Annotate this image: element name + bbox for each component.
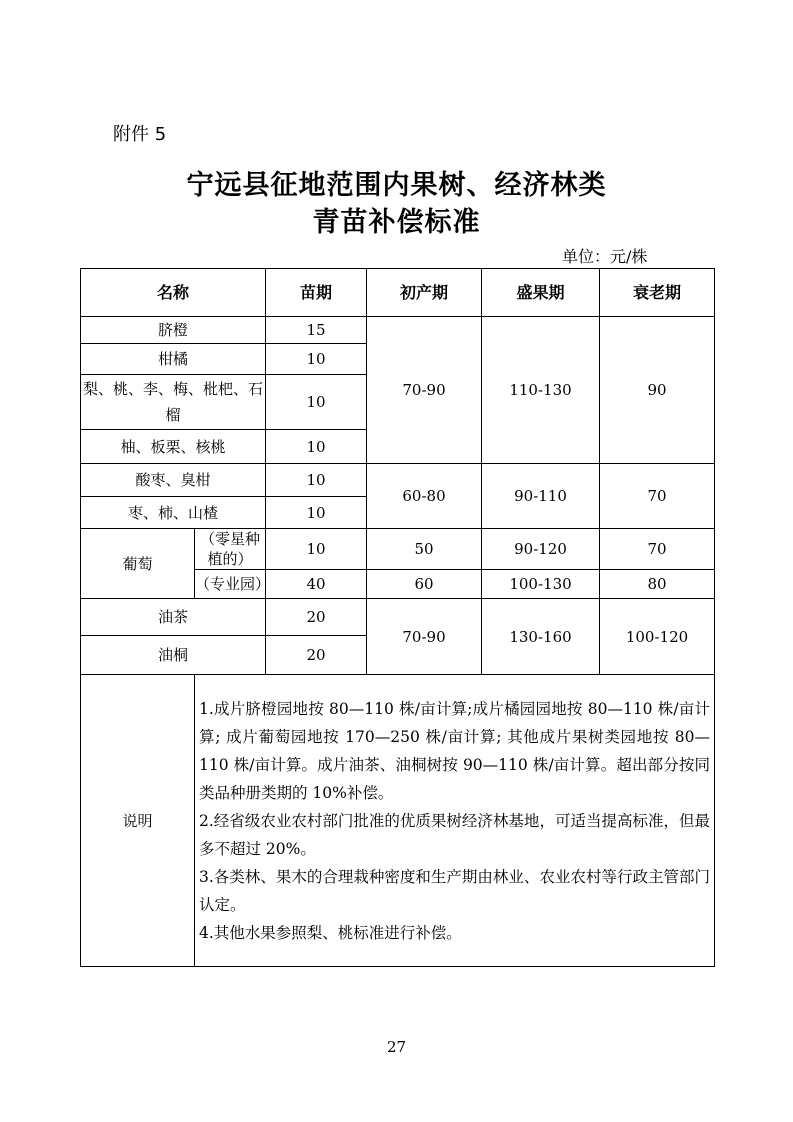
group3-peak: 130-160 — [482, 599, 600, 675]
row-name: 梨、桃、李、梅、枇杷、石榴 — [81, 375, 266, 430]
row-peak: 100-130 — [482, 570, 600, 599]
row-name: 枣、柿、山楂 — [81, 497, 266, 529]
group2-early: 60-80 — [367, 464, 482, 529]
header-early: 初产期 — [367, 269, 482, 317]
document-title-line2: 青苗补偿标准 — [312, 207, 481, 238]
table-row — [81, 529, 715, 570]
unit-label: 单位：元/株 — [562, 247, 648, 266]
row-decline: 70 — [600, 529, 715, 570]
table-row — [81, 317, 715, 344]
row-seedling: 10 — [266, 497, 367, 529]
row-name: 酸枣、臭柑 — [81, 464, 266, 497]
group3-early: 70-90 — [367, 599, 482, 675]
header-peak: 盛果期 — [482, 269, 600, 317]
group3-decline: 100-120 — [600, 599, 715, 675]
header-seedling: 苗期 — [266, 269, 367, 317]
group2-peak: 90-110 — [482, 464, 600, 529]
row-seedling: 10 — [266, 430, 367, 464]
table-row — [81, 599, 715, 636]
row-decline: 80 — [600, 570, 715, 599]
row-early: 50 — [367, 529, 482, 570]
note-item: 1.成片脐橙园地按 80—110 株/亩计算;成片橘园园地按 80—110 株/亩计算; 成片葡萄园地按 170—250 株/亩计算; 其他成片果树类园地按 80—110 株/亩计算。成片油茶、油桐树按 90—110 株/亩计算。超出部分按同类品种册类期的 10%补偿。 — [199, 699, 711, 802]
header-name: 名称 — [81, 269, 266, 317]
row-name: （零星种植的） — [195, 529, 266, 570]
group1-peak: 110-130 — [482, 317, 600, 464]
notes-content — [195, 675, 715, 967]
row-early: 60 — [367, 570, 482, 599]
row-seedling: 20 — [266, 599, 367, 636]
row-name: （专业园） — [195, 570, 266, 599]
group1-early: 70-90 — [367, 317, 482, 464]
row-seedling: 15 — [266, 317, 367, 344]
row-name: 柑橘 — [81, 344, 266, 375]
row-name: 柚、板栗、核桃 — [81, 430, 266, 464]
note-item: 3.各类林、果木的合理栽种密度和生产期由林业、农业农村等行政主管部门认定。 — [199, 867, 711, 914]
grape-group-label: 葡萄 — [81, 529, 195, 599]
header-decline: 衰老期 — [600, 269, 715, 317]
table-row — [81, 464, 715, 497]
row-seedling: 10 — [266, 344, 367, 375]
row-seedling: 20 — [266, 636, 367, 675]
notes-label: 说明 — [81, 675, 195, 967]
document-title-line1: 宁远县征地范围内果树、经济林类 — [186, 170, 607, 201]
note-item: 2.经省级农业农村部门批准的优质果树经济林基地，可适当提高标准，但最多不超过 20%。 — [199, 811, 711, 858]
row-seedling: 40 — [266, 570, 367, 599]
row-name: 油茶 — [81, 599, 266, 636]
row-name: 脐橙 — [81, 317, 266, 344]
header-row — [81, 269, 715, 317]
group2-decline: 70 — [600, 464, 715, 529]
compensation-table — [80, 268, 715, 967]
attachment-label: 附件 5 — [113, 124, 167, 145]
page-number: 27 — [386, 1038, 407, 1056]
row-seedling: 10 — [266, 529, 367, 570]
row-name: 油桐 — [81, 636, 266, 675]
row-seedling: 10 — [266, 375, 367, 430]
row-seedling: 10 — [266, 464, 367, 497]
group1-decline: 90 — [600, 317, 715, 464]
note-item: 4.其他水果参照梨、桃标准进行补偿。 — [199, 923, 462, 942]
notes-row — [81, 675, 715, 967]
row-peak: 90-120 — [482, 529, 600, 570]
